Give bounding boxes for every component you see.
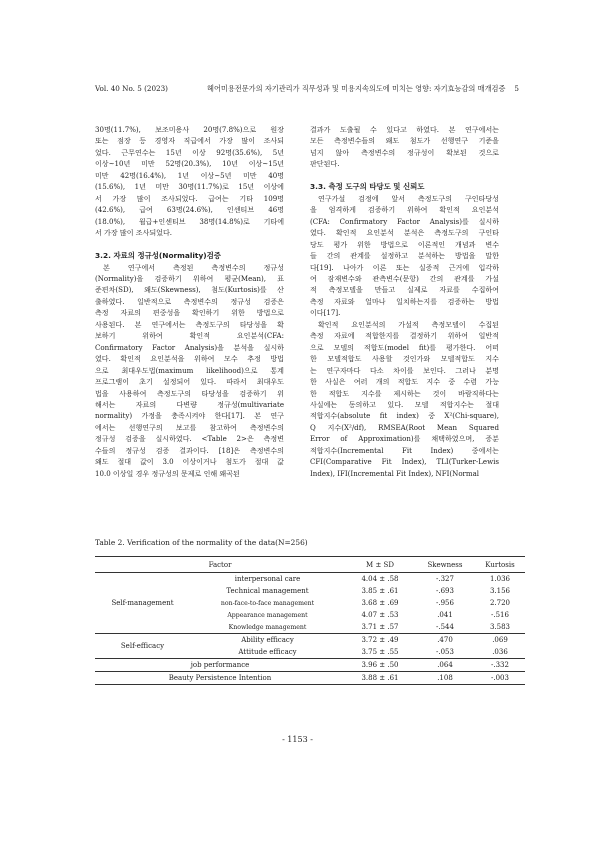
text-line: 준편차(SD), 왜도(Skewness), 첨도(Kurtosis)를 산 bbox=[95, 285, 284, 295]
row-kurtosis: .036 bbox=[492, 648, 508, 656]
group-label: Self-management bbox=[111, 599, 174, 607]
text-line: 한 사실은 여러 개의 적합도 지수 중 수렴 가능 bbox=[310, 377, 499, 387]
text-line: 한 모델적합도 사용할 것인가와 모델적합도 지수 bbox=[310, 354, 499, 364]
text-line: 사실에는 동의하고 있다. 모델 적합지수는 절대 bbox=[310, 399, 499, 409]
header-skewness: Skewness bbox=[415, 557, 475, 573]
running-title: 헤어미용전문가의 자기관리가 직무성과 및 미용지속의도에 미치는 영향: 자기효능감의 매개검증 bbox=[207, 84, 506, 93]
row-msd: 3.71 ± .57 bbox=[361, 623, 399, 631]
row-kurtosis: .069 bbox=[475, 634, 525, 647]
text-line: 정규성 검증을 실시하였다. <Table 2>은 측정변 bbox=[95, 434, 284, 444]
text-line: Index), IFI(Incremental Fit Index), NFI(Normal bbox=[310, 468, 480, 478]
text-line: 들 간의 관계를 설정하고 분석하는 방법을 말한 bbox=[310, 251, 499, 261]
row-label: interpersonal care bbox=[234, 575, 301, 583]
right-column bbox=[310, 124, 499, 479]
table-row bbox=[95, 659, 525, 672]
text-line: 여 잠재변수와 관측변수(문항) 간의 관계를 가설 bbox=[310, 273, 499, 283]
text-line: 법을 사용하여 측정도구의 타당성을 검증하기 위 bbox=[95, 388, 284, 398]
text-line: 10.0 이상일 경우 정규성의 문제로 인해 왜곡된 bbox=[95, 468, 240, 478]
text-line: CFI(Comparative Fit Index), TLI(Turker-Lewis bbox=[310, 457, 499, 467]
row-kurtosis: 1.036 bbox=[489, 575, 511, 583]
row-msd: 3.85 ± .61 bbox=[361, 587, 399, 595]
text-line: 적 측정모델을 만들고 실제로 자료를 수집하여 bbox=[310, 285, 499, 295]
text-line: (Normality)을 검증하기 위하여 평균(Mean), 표 bbox=[95, 273, 284, 283]
text-line: Q 지수(X²/df), RMSEA(Root Mean Squared bbox=[310, 422, 499, 432]
text-line: Confirmatory Factor Analysis)을 분석을 실시하 bbox=[95, 342, 284, 352]
table-row bbox=[95, 672, 525, 685]
group-label: Self-efficacy bbox=[95, 634, 190, 659]
row-kurtosis: 3.156 bbox=[489, 587, 511, 595]
text-line: 한 적합도 지수를 제시하는 것이 바람직하다는 bbox=[310, 388, 499, 398]
text-line: 또는 점장 등 경영자 직급에서 가장 많이 조사되 bbox=[95, 136, 284, 146]
normality-table bbox=[95, 556, 525, 685]
row-skewness: .108 bbox=[415, 672, 475, 685]
text-line: 본 연구에서 측정된 측정변수의 정규성 bbox=[103, 262, 284, 272]
row-label: Technical management bbox=[226, 587, 309, 595]
row-label: Attitude efficacy bbox=[238, 648, 297, 656]
section-3-3-title: 3.3. 측정 도구의 타당도 및 신뢰도 bbox=[310, 181, 425, 191]
text-line: Error of Approximation)를 채택하였으며, 증분 bbox=[310, 434, 499, 444]
right-paragraph-2 bbox=[310, 193, 499, 319]
text-line: 이상~10년 미만 52명(20.3%), 10년 이상~15년 bbox=[95, 159, 284, 169]
row-skewness: -.053 bbox=[436, 648, 454, 656]
text-line: 이다[17]. bbox=[310, 308, 341, 318]
row-msd: 3.72 ± .49 bbox=[345, 634, 415, 647]
row-label: Appearance management bbox=[227, 611, 308, 619]
row-msd: 4.07 ± .53 bbox=[361, 611, 399, 619]
row-kurtosis: -.003 bbox=[475, 672, 525, 685]
text-line: 판단된다. bbox=[310, 159, 340, 169]
right-paragraph-1 bbox=[310, 124, 499, 170]
text-line: 사용된다. 본 연구에서는 측정도구의 타당성을 확 bbox=[95, 319, 284, 329]
text-line: 넘지 않아 측정변수의 정규성이 확보된 것으로 bbox=[310, 147, 499, 157]
text-line: normality) 가정을 충족시켜야 한다[17]. 본 연구 bbox=[95, 411, 284, 421]
left-paragraph-2 bbox=[95, 262, 284, 480]
text-line: 에서는 선행연구의 보고를 참고하여 측정변수의 bbox=[95, 422, 284, 432]
text-line: 30명(11.7%), 보조미용사 20명(7.8%)으로 원장 bbox=[95, 125, 284, 134]
table-row bbox=[95, 634, 525, 647]
table-row bbox=[95, 573, 525, 586]
row-skewness: .470 bbox=[415, 634, 475, 647]
text-line: 측정 자료와 얼마나 일치하는지를 검증하는 방법 bbox=[310, 296, 499, 306]
text-line: 미만 42명(16.4%), 1년 이상~5년 미만 40명 bbox=[95, 170, 284, 180]
text-line: 수들의 정규성 검증 결과이다. [18]은 측정변수의 bbox=[95, 445, 284, 455]
right-paragraph-3 bbox=[310, 319, 499, 479]
row-skewness: -.327 bbox=[436, 575, 454, 583]
row-skewness: -.544 bbox=[436, 623, 454, 631]
row-label: non-face-to-face management bbox=[220, 599, 315, 607]
header-kurtosis: Kurtosis bbox=[475, 557, 525, 573]
row-kurtosis: -.332 bbox=[475, 659, 525, 672]
header-msd: M ± SD bbox=[345, 557, 415, 573]
text-line: (42.6%), 급여 63명(24.6%), 인센티브 46명 bbox=[95, 205, 284, 215]
row-msd: 3.96 ± .50 bbox=[345, 659, 415, 672]
text-line: 을 엄격하게 검증하기 위하여 확인적 요인분석 bbox=[310, 205, 499, 215]
row-kurtosis: 3.583 bbox=[489, 623, 511, 631]
header-page-number: 5 bbox=[514, 84, 519, 93]
row-msd: 4.04 ± .58 bbox=[361, 575, 399, 583]
row-skewness: -.693 bbox=[436, 587, 454, 595]
text-line: 서 가장 많이 조사되었다. bbox=[95, 228, 173, 238]
text-line: 었다. 근무연수는 15년 이상 92명(35.6%), 5년 bbox=[95, 147, 284, 157]
row-kurtosis: -.516 bbox=[491, 611, 509, 619]
text-line: (CFA: Confirmatory Factor Analysis)를 실시하 bbox=[310, 216, 499, 226]
text-line: 해서는 자료의 다변량 정규성(multivariate bbox=[95, 399, 284, 409]
row-label: Ability efficacy bbox=[190, 634, 345, 647]
text-line: 모든 측정변수들의 왜도 첨도가 선행연구 기준을 bbox=[310, 136, 499, 146]
text-line: 으로 모델의 적합도(model fit)를 평가한다. 어떠 bbox=[310, 342, 499, 352]
text-line: 적합지수(absolute fit index) 중 X²(Chi-square), bbox=[310, 411, 499, 421]
row-label: job performance bbox=[95, 659, 345, 672]
row-msd: 3.88 ± .61 bbox=[345, 672, 415, 685]
text-line: 다[19]. 나아가 이론 또는 실증적 근거에 입각하 bbox=[310, 262, 499, 272]
text-line: 였다. 확인적 요인분석 분석은 측정도구의 구인타 bbox=[310, 228, 499, 238]
page-footer: - 1153 - bbox=[282, 735, 313, 744]
row-skewness: .064 bbox=[415, 659, 475, 672]
table-caption: Table 2. Verification of the normality of the data(N=256) bbox=[95, 538, 308, 547]
text-line: 결과가 도출될 수 있다고 하였다. 본 연구에서는 bbox=[310, 125, 499, 134]
row-skewness: -.956 bbox=[436, 599, 454, 607]
row-label: Knowledge management bbox=[228, 623, 307, 631]
text-line: 왜도 절대 값이 3.0 이상이거나 첨도가 절대 값 bbox=[95, 457, 284, 467]
left-paragraph-1 bbox=[95, 124, 284, 239]
text-line: 적합지수(Incremental Fit Index) 중에서는 bbox=[310, 445, 499, 455]
text-line: (15.6%), 1년 미만 30명(11.7%)로 15년 이상에 bbox=[95, 182, 284, 192]
row-msd: 3.75 ± .55 bbox=[361, 648, 399, 656]
section-3-2-title: 3.2. 자료의 정규성(Normality)검증 bbox=[95, 250, 221, 260]
text-line: 는 연구자마다 다소 차이를 보인다. 그러나 분명 bbox=[310, 365, 499, 375]
text-line: 프로그램이 초기 설정되어 있다. 따라서 최대우도 bbox=[95, 377, 284, 387]
volume-label: Vol. 40 No. 5 (2023) bbox=[95, 84, 168, 93]
text-line: 보하기 위하여 확인적 요인분석(CFA: bbox=[95, 331, 284, 341]
text-line: 였다. 확인적 요인분석을 위하여 모수 추정 방법 bbox=[95, 354, 284, 364]
text-line: 출하였다. 일반적으로 측정변수의 정규성 검증은 bbox=[95, 296, 284, 306]
row-msd: 3.68 ± .69 bbox=[361, 599, 399, 607]
text-line: 으로 최대우도법(maximum likelihood)으로 통계 bbox=[95, 365, 284, 375]
row-label: Beauty Persistence Intention bbox=[95, 672, 345, 685]
table-header-row bbox=[95, 557, 525, 573]
row-skewness: .041 bbox=[437, 611, 453, 619]
header-factor: Factor bbox=[95, 557, 345, 573]
text-line: 당도 평가 위한 방법으로 이론적인 개념과 변수 bbox=[310, 239, 499, 249]
text-line: 확인적 요인분석의 가설적 측정모델이 수집된 bbox=[318, 319, 499, 329]
table-body bbox=[95, 573, 525, 685]
row-kurtosis: 2.720 bbox=[489, 599, 511, 607]
text-line: 측정 자료의 편중성을 확인하기 위한 방법으로 bbox=[95, 308, 284, 318]
text-line: 서 가장 많이 조사되었다. 급여는 기타 109명 bbox=[95, 193, 284, 203]
text-line: 연구가설 검정에 앞서 측정도구의 구인타당성 bbox=[318, 193, 499, 203]
text-line: (18.0%), 월급+인센티브 38명(14.8%)로 기타에 bbox=[95, 216, 284, 226]
left-column bbox=[95, 124, 284, 479]
text-line: 측정 자료에 적합한지를 결정하기 위하여 일반적 bbox=[310, 331, 499, 341]
